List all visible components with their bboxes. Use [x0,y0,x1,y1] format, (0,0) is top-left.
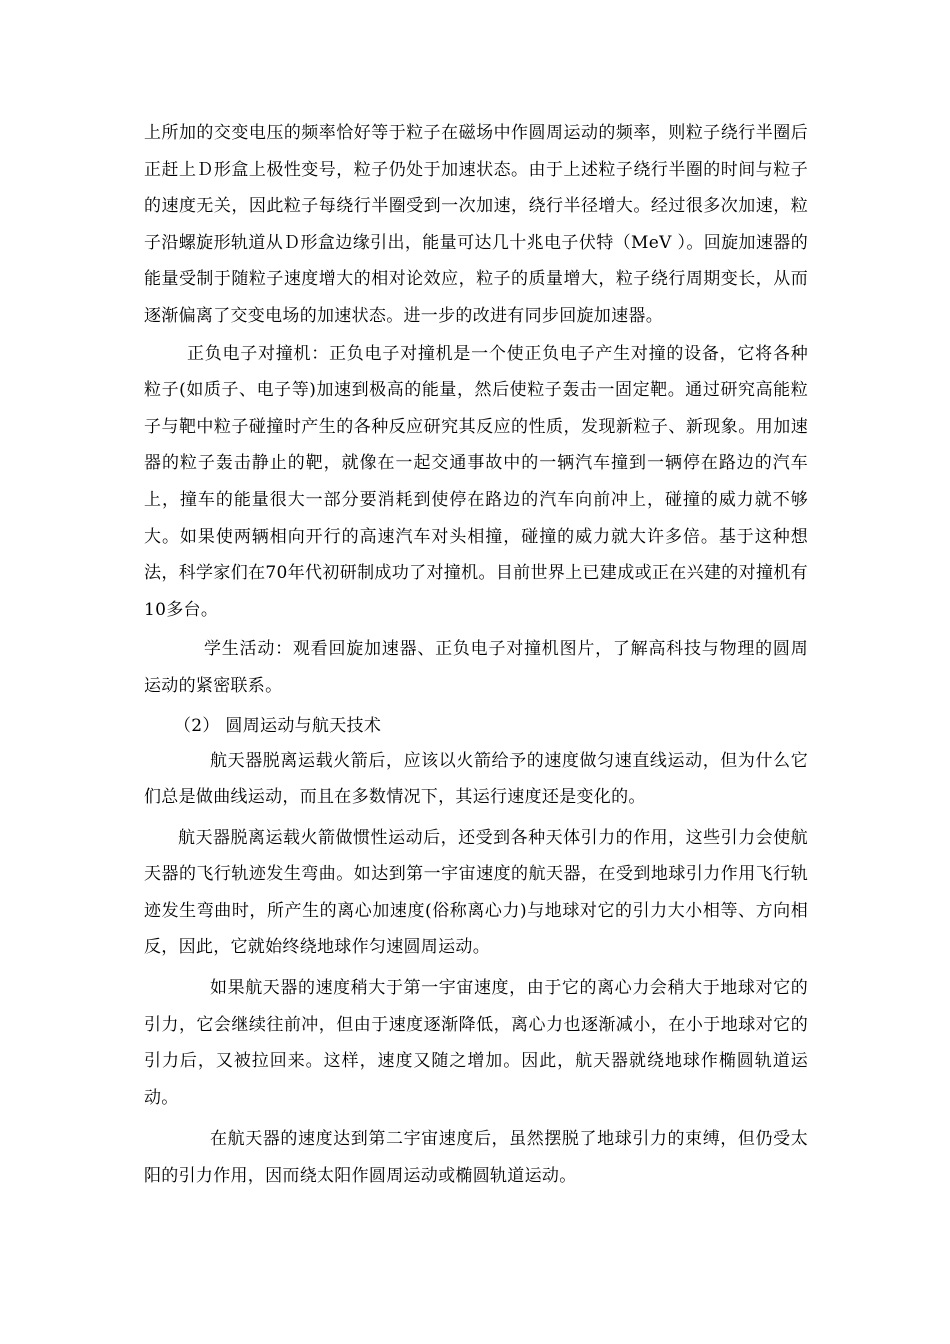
paragraph-student-activity: 学生活动：观看回旋加速器、正负电子对撞机图片，了解高科技与物理的圆周运动的紧密联系。 [144,639,808,696]
paragraph-spacecraft-question: 航天器脱离运载火箭后，应该以火箭给予的速度做匀速直线运动，但为什么它们总是做曲线运动，而且在多数情况下，其运行速度还是变化的。 [144,750,808,808]
document-page [144,115,808,1195]
paragraph-second-cosmic-velocity: 在航天器的速度达到第二宇宙速度后，虽然摆脱了地球引力的束缚，但仍受太阳的引力作用，因而绕太阳作圆周运动或椭圆轨道运动。 [144,1129,808,1187]
paragraph-elliptical-orbit: 如果航天器的速度稍大于第一宇宙速度，由于它的离心力会稍大于地球对它的引力，它会继续往前冲，但由于速度逐渐降低，离心力也逐渐减小，在小于地球对它的引力后，又被拉回来。这样，速度又随之增加。因此，航天器就绕地球作椭圆轨道运动。 [144,978,808,1108]
section-heading: （2） 圆周运动与航天技术 [174,715,382,736]
paragraph-cyclotron: 上所加的交变电压的频率恰好等于粒子在磁场中作圆周运动的频率，则粒子绕行半圈后正赶上Ｄ形盒上极性变号，粒子仍处于加速状态。由于上述粒子绕行半圈的时间与粒子的速度无关，因此粒子每绕行半圈受到一次加速，绕行半径增大。经过很多次加速，粒子沿螺旋形轨道从Ｄ形盒边缘引出，能量可达几十兆电子伏特（MeV ）。回旋加速器的能量受制于随粒子速度增大的相对论效应，粒子的质量增大，粒子绕行周期变长，从而逐渐偏离了交变电场的加速状态。进一步的改进有同步回旋加速器。 [144,123,808,326]
paragraph-spacecraft-gravity: 航天器脱离运载火箭做惯性运动后，还受到各种天体引力的作用，这些引力会使航天器的飞行轨迹发生弯曲。如达到第一宇宙速度的航天器，在受到地球引力作用飞行轨迹发生弯曲时，所产生的离心加速度(俗称离心力)与地球对它的引力大小相等、方向相反，因此，它就始终绕地球作匀速圆周运动。 [144,827,808,958]
paragraph-collider: 正负电子对撞机：正负电子对撞机是一个使正负电子产生对撞的设备，它将各种粒子(如质子、电子等)加速到极高的能量，然后使粒子轰击一固定靶。通过研究高能粒子与靶中粒子碰撞时产生的各种反应研究其反应的性质，发现新粒子、新现象。用加速器的粒子轰击静止的靶，就像在一起交通事故中的一辆汽车撞到一辆停在路边的汽车上，撞车的能量很大一部分要消耗到使停在路边的汽车向前冲上，碰撞的威力就不够大。如果使两辆相向开行的高速汽车对头相撞，碰撞的威力就大许多倍。基于这种想法，科学家们在70年代初研制成功了对撞机。目前世界上已建成或正在兴建的对撞机有10多台。 [144,343,808,620]
